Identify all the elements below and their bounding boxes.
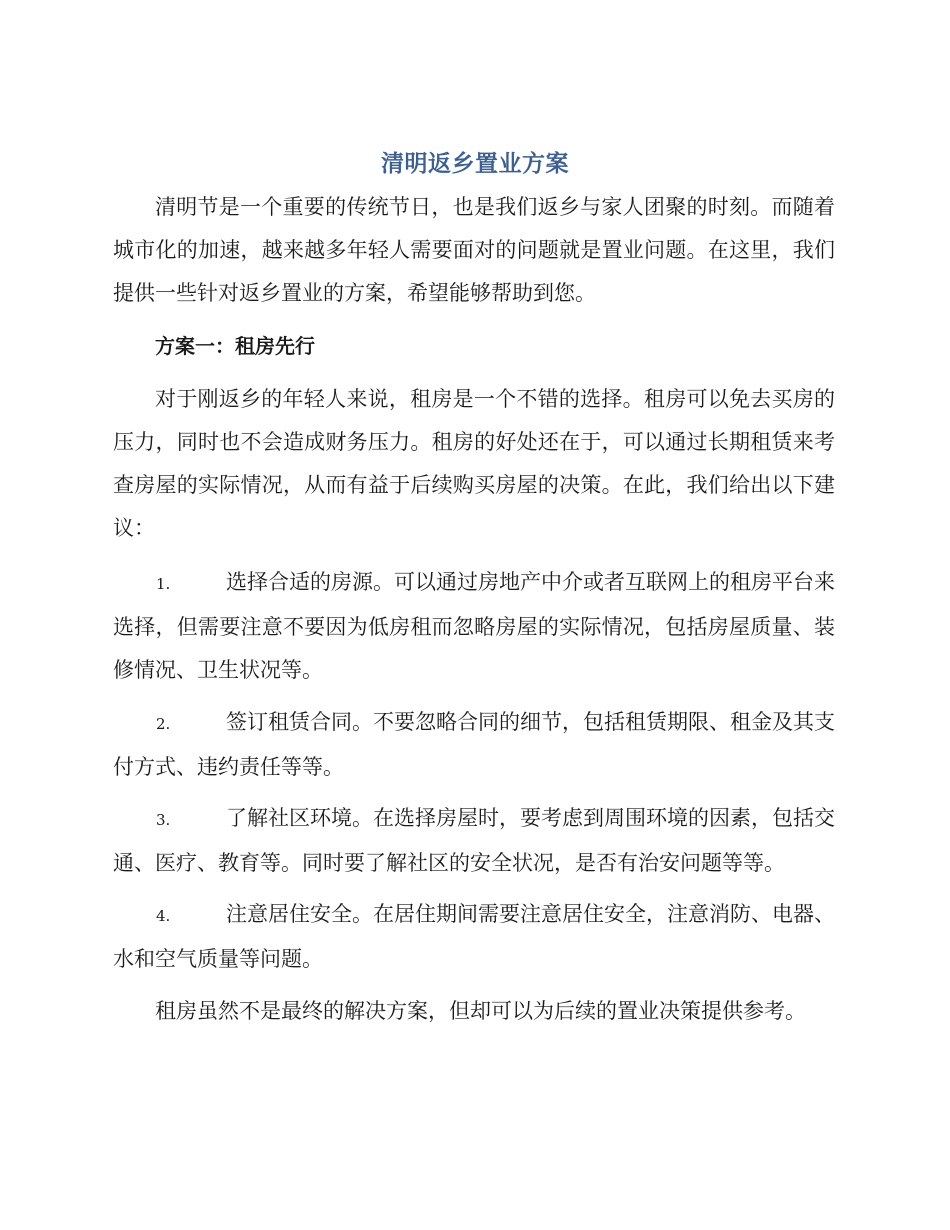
list-item xyxy=(113,797,835,885)
document-title: 清明返乡置业方案 xyxy=(381,151,569,177)
conclusion-paragraph: 租房虽然不是最终的解决方案，但却可以为后续的置业决策提供参考。 xyxy=(155,999,806,1023)
list-number: 2. xyxy=(156,715,171,733)
list-item xyxy=(113,701,835,789)
list-text: 了解社区环境。在选择房屋时，要考虑到周围环境的因素，包括交通、医疗、教育等。同时要了解社区的安全状况，是否有治安问题等等。 xyxy=(113,806,835,875)
list-number: 4. xyxy=(156,907,171,925)
section-heading: 方案一：租房先行 xyxy=(155,334,315,358)
section-paragraph: 对于刚返乡的年轻人来说，租房是一个不错的选择。租房可以免去买房的压力，同时也不会造成财务压力。租房的好处还在于，可以通过长期租赁来考查房屋的实际情况，从而有益于后续购买房屋的决策。在此，我们给出以下建议： xyxy=(113,387,835,540)
list-number: 1. xyxy=(156,575,171,593)
list-item xyxy=(113,893,835,981)
list-text: 选择合适的房源。可以通过房地产中介或者互联网上的租房平台来选择，但需要注意不要因为低房租而忽略房屋的实际情况，包括房屋质量、装修情况、卫生状况等。 xyxy=(113,570,835,682)
list-text: 签订租赁合同。不要忽略合同的细节，包括租赁期限、租金及其支付方式、违约责任等等。 xyxy=(113,710,835,779)
list-item xyxy=(113,561,835,692)
list-text: 注意居住安全。在居住期间需要注意居住安全，注意消防、电器、水和空气质量等问题。 xyxy=(113,902,835,971)
intro-paragraph: 清明节是一个重要的传统节日，也是我们返乡与家人团聚的时刻。而随着城市化的加速，越来越多年轻人需要面对的问题就是置业问题。在这里，我们提供一些针对返乡置业的方案，希望能够帮助到您。 xyxy=(113,195,835,305)
list-number: 3. xyxy=(156,811,171,829)
